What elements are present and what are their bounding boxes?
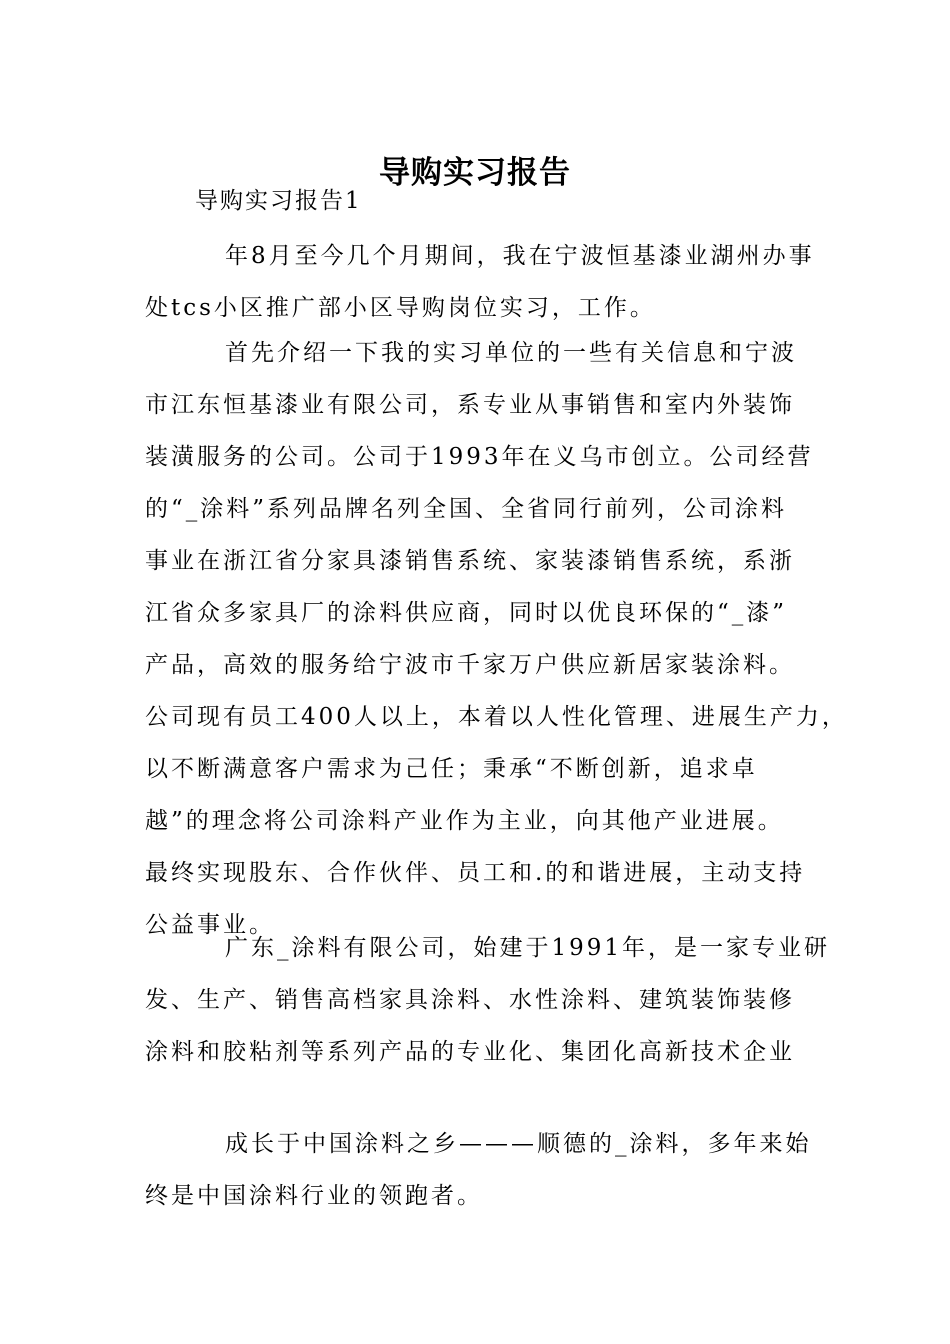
text-line: 的“_涂料”系列品牌名列全国、全省同行前列，公司涂料: [145, 496, 788, 522]
paragraph-company-intro: [145, 327, 848, 951]
text-line: 最终实现股东、合作伙伴、员工和.的和谐进展，主动支持: [145, 860, 806, 886]
paragraph-internship-period: [145, 230, 825, 334]
paragraph-guangdong-company: [145, 922, 831, 1078]
text-line: 市江东恒基漆业有限公司，系专业从事销售和室内外装饰: [145, 392, 795, 418]
text-line: 产品，高效的服务给宁波市千家万户供应新居家装涂料。: [145, 652, 795, 678]
text-line: 公司现有员工400人以上，本着以人性化管理、进展生产力，: [145, 704, 848, 730]
text-line: 以不断满意客户需求为己任；秉承“不断创新，追求卓: [145, 756, 758, 782]
text-line: 成长于中国涂料之乡———顺德的_涂料，多年来始: [225, 1131, 812, 1157]
text-line: 终是中国涂料行业的领跑者。: [145, 1183, 483, 1209]
paragraph-industry-leader: [145, 1118, 825, 1222]
text-line: 江省众多家具厂的涂料供应商，同时以优良环保的“_漆”: [145, 600, 788, 626]
text-line: 首先介绍一下我的实习单位的一些有关信息和宁波: [225, 340, 797, 366]
text-line: 装潢服务的公司。公司于1993年在义乌市创立。公司经营: [145, 444, 814, 470]
text-line: 涂料和胶粘剂等系列产品的专业化、集团化高新技术企业: [145, 1039, 795, 1065]
text-line: 处tcs小区推广部小区导购岗位实习，工作。: [145, 295, 656, 321]
text-line: 公益事业。: [145, 912, 275, 938]
text-line: 年8月至今几个月期间，我在宁波恒基漆业湖州办事: [225, 243, 815, 269]
text-line: 越”的理念将公司涂料产业作为主业，向其他产业进展。: [145, 808, 784, 834]
text-line: 事业在浙江省分家具漆销售系统、家装漆销售系统，系浙: [145, 548, 795, 574]
text-line: 发、生产、销售高档家具涂料、水性涂料、建筑装饰装修: [145, 987, 795, 1013]
text-line: 广东_涂料有限公司，始建于1991年，是一家专业研: [225, 935, 831, 961]
document-title: 导购实习报告: [379, 154, 571, 191]
document-subtitle: 导购实习报告1: [195, 188, 362, 214]
